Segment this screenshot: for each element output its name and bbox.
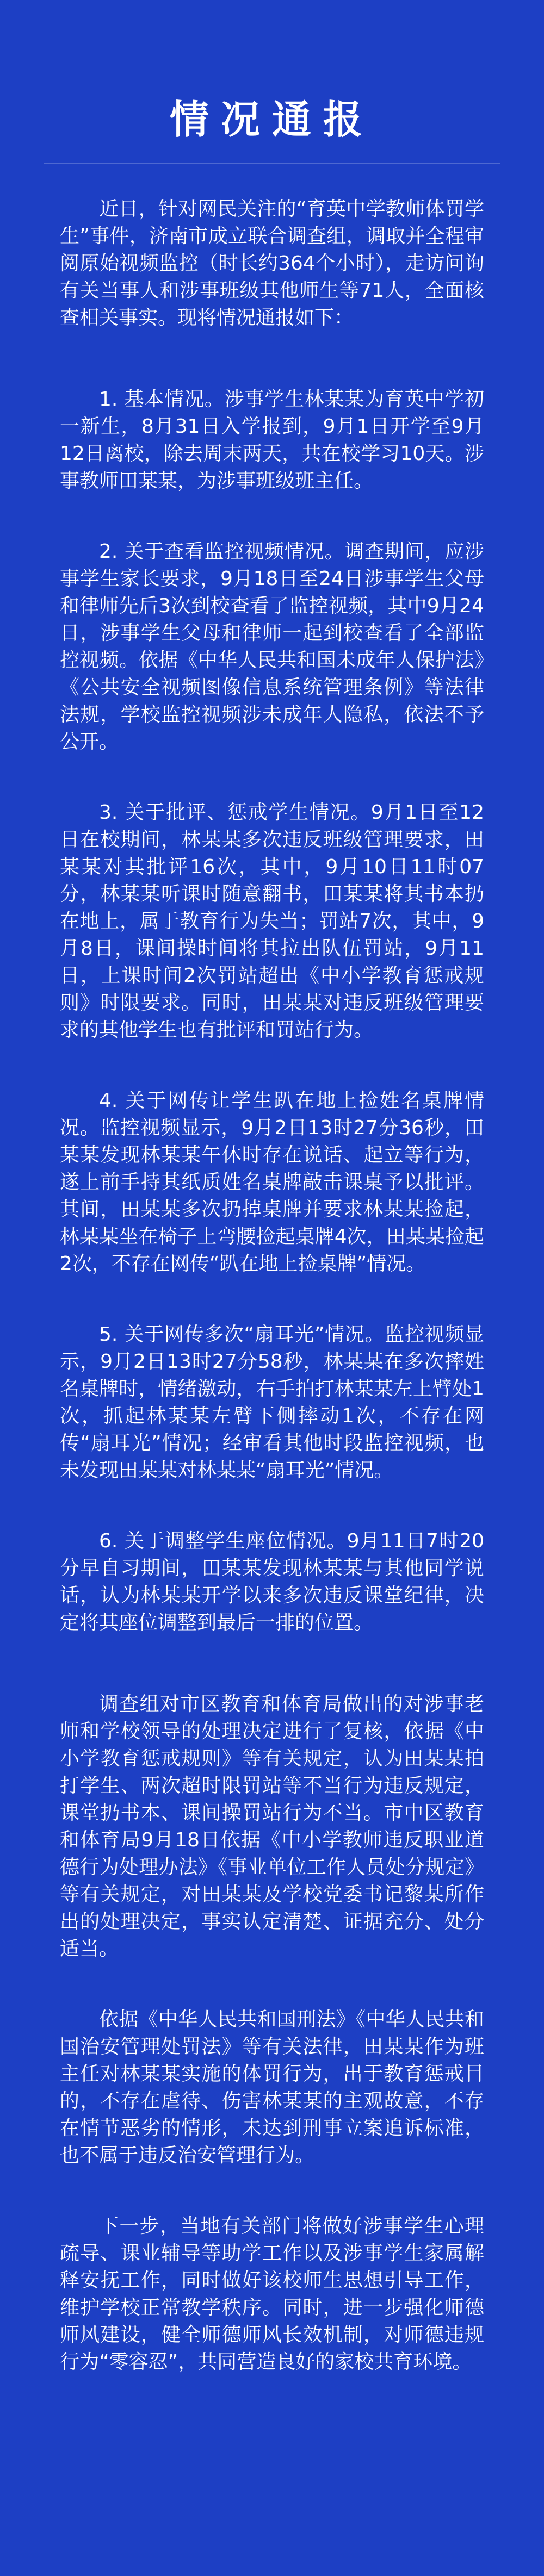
section-2-paragraph: 2. 关于查看监控视频情况。调查期间，应涉事学生家长要求，9月18日至24日涉事学生父母和律师先后3次到校查看了监控视频，其中9月24日，涉事学生父母和律师一起到校查看了全部监控视频。依据《中华人民共和国未成年人保护法》《公共安全视频图像信息系统管理条例》等法律法规，学校监控视频涉未成年人隐私，依法不予公开。 [60, 540, 484, 753]
section-1-paragraph: 1. 基本情况。涉事学生林某某为育英中学初一新生，8月31日入学报到，9月1日开学至9月12日离校，除去周末两天，共在校学习10天。涉事教师田某某，为涉事班级班主任。 [60, 388, 484, 492]
next-steps-paragraph: 下一步，当地有关部门将做好涉事学生心理疏导、课业辅导等助学工作以及涉事学生家属解释安抚工作，同时做好该校师生思想引导工作，维护学校正常教学秩序。同时，进一步强化师德师风建设，健全师德师风长效机制，对师德违规行为“零容忍”，共同营造良好的家校共育环境。 [60, 2215, 484, 2373]
intro-paragraph: 近日，针对网民关注的“育英中学教师体罚学生”事件，济南市成立联合调查组，调取并全程审阅原始视频监控（时长约364个小时），走访问询有关当事人和涉事班级其他师生等71人，全面核查相关事实。现将情况通报如下： [60, 198, 484, 329]
legal-assessment-paragraph: 依据《中华人民共和国刑法》《中华人民共和国治安管理处罚法》等有关法律，田某某作为班主任对林某某实施的体罚行为，出于教育惩戒目的，不存在虐待、伤害林某某的主观故意，不存在情节恶劣的情形，未达到刑事立案追诉标准，也不属于违反治安管理行为。 [60, 2008, 484, 2167]
section-6-paragraph: 6. 关于调整学生座位情况。9月11日7时20分早自习期间，田某某发现林某某与其他同学说话，认为林某某开学以来多次违反课堂纪律，决定将其座位调整到最后一排的位置。 [60, 1530, 484, 1634]
section-3-paragraph: 3. 关于批评、惩戒学生情况。9月1日至12日在校期间，林某某多次违反班级管理要求，田某某对其批评16次，其中，9月10日11时07分，林某某听课时随意翻书，田某某将其书本扔在地上，属于教育行为失当；罚站7次，其中，9月8日，课间操时间将其拉出队伍罚站，9月11日，上课时间2次罚站超出《中小学教育惩戒规则》时限要求。同时，田某某对违反班级管理要求的其他学生也有批评和罚站行为。 [60, 801, 484, 1041]
title-divider [44, 163, 500, 164]
section-5-paragraph: 5. 关于网传多次“扇耳光”情况。监控视频显示，9月2日13时27分58秒，林某某在多次摔姓名桌牌时，情绪激动，右手拍打林某某左上臂处1次，抓起林某某左臂下侧摔动1次，不存在网传“扇耳光”情况；经审看其他时段监控视频，也未发现田某某对林某某“扇耳光”情况。 [60, 1323, 484, 1482]
page-title: 情况通报 [169, 97, 374, 142]
review-paragraph: 调查组对市区教育和体育局做出的对涉事老师和学校领导的处理决定进行了复核，依据《中小学教育惩戒规则》等有关规定，认为田某某拍打学生、两次超时限罚站等不当行为违反规定，课堂扔书本、课间操罚站行为不当。市中区教育和体育局9月18日依据《中小学教师违反职业道德行为处理办法》《事业单位工作人员处分规定》等有关规定，对田某某及学校党委书记黎某所作出的处理决定，事实认定清楚、证据充分、处分适当。 [60, 1693, 484, 1960]
section-4-paragraph: 4. 关于网传让学生趴在地上捡姓名桌牌情况。监控视频显示，9月2日13时27分36秒，田某某发现林某某午休时存在说话、起立等行为，遂上前手持其纸质姓名桌牌敲击课桌予以批评。其间，田某某多次扔掉桌牌并要求林某某捡起，林某某坐在椅子上弯腰捡起桌牌4次，田某某捡起2次，不存在网传“趴在地上捡桌牌”情况。 [60, 1090, 484, 1275]
notice-body [60, 196, 484, 2376]
